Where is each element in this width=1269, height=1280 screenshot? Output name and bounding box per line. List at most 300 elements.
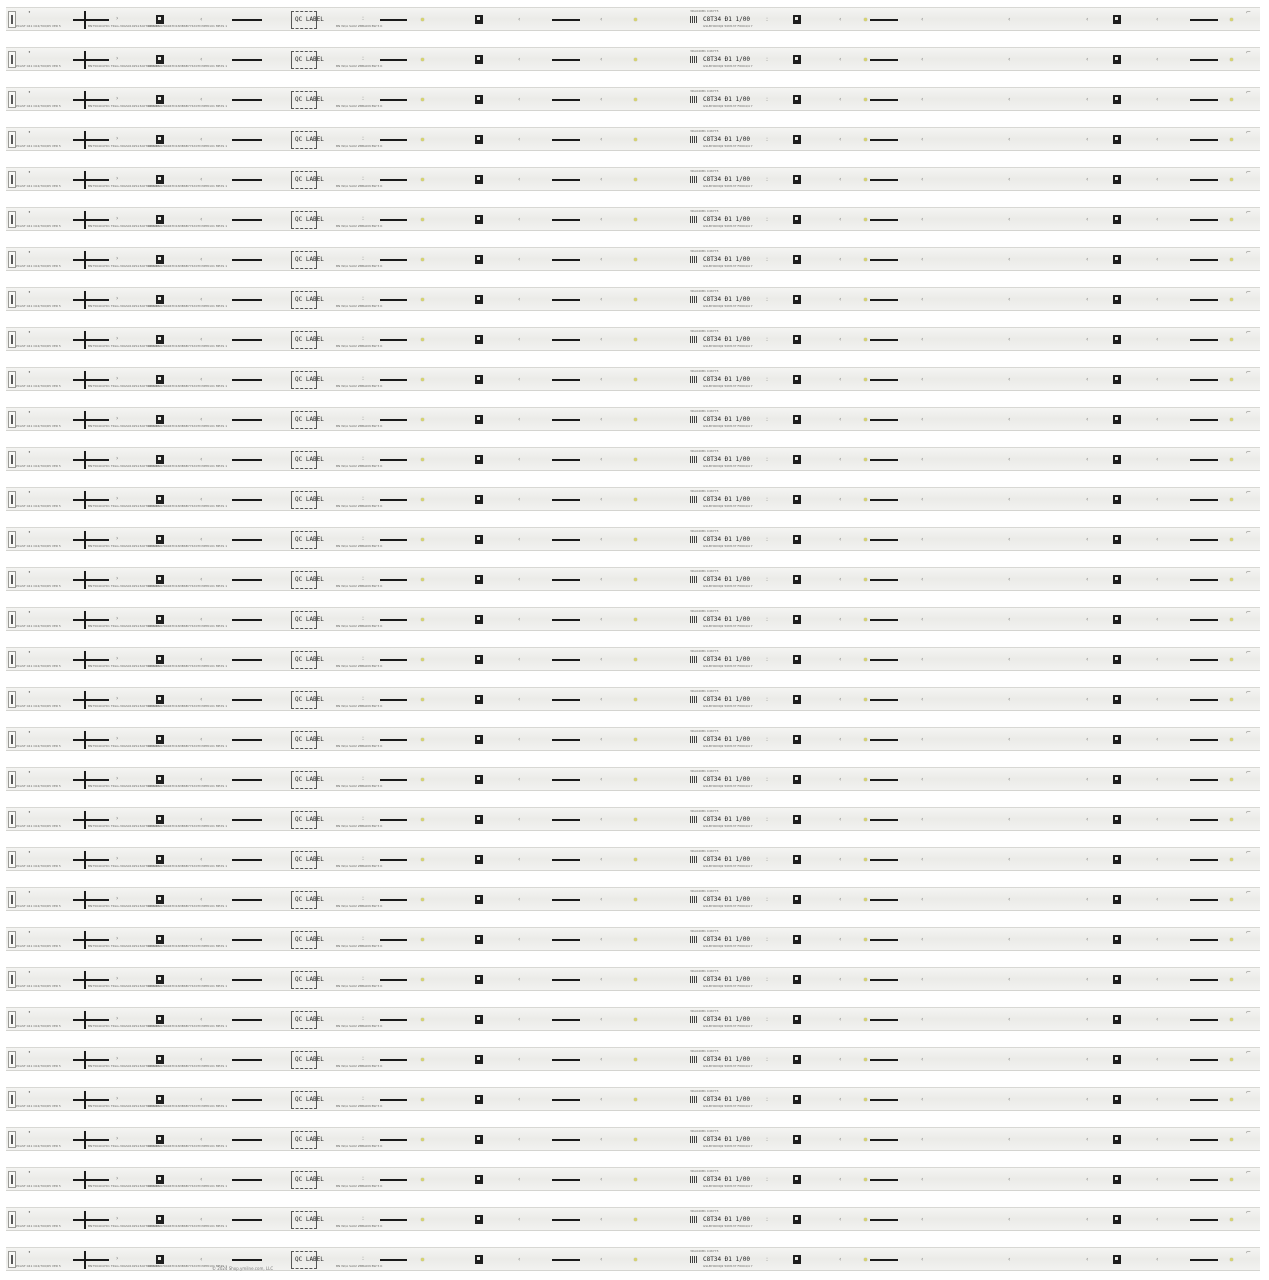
strip-small-mark: ‹ — [1008, 1216, 1011, 1223]
qr-code — [690, 216, 698, 223]
strip-led-chip — [793, 335, 801, 344]
strip-led-chip — [1113, 1135, 1121, 1144]
strip-small-mark: › — [116, 1055, 119, 1062]
strip-bar-mark — [380, 1059, 407, 1061]
date-line-3: GSLBY00D0J2 50M137 F0004/4 Y — [703, 304, 753, 308]
strip-bar-mark — [232, 579, 262, 581]
strip-led-chip — [793, 375, 801, 384]
strip-bar-mark — [232, 1259, 262, 1261]
qr-code — [690, 576, 698, 583]
strip-small-mark: ‹ — [1156, 336, 1159, 343]
strip-connector — [8, 851, 16, 868]
strip-left-code: PCAST 041 C04/700/R5 VER 5 — [16, 944, 61, 948]
strip-bar-mark — [870, 1019, 898, 1021]
strip-bar-mark — [552, 859, 580, 861]
strip-small-mark: ‹ — [839, 56, 842, 63]
strip-small-mark: : — [362, 135, 365, 142]
strip-bar-mark — [232, 779, 262, 781]
strip-bar-mark — [1190, 299, 1218, 301]
qr-code — [690, 936, 698, 943]
strip-cross-mark — [84, 811, 86, 829]
date-line-1: 3DA040B1 C46775 — [690, 1049, 719, 1053]
strip-left-code: PCAST 041 C04/700/R5 VER 5 — [16, 544, 61, 548]
strip-small-mark: : — [362, 1015, 365, 1022]
strip-small-mark: : — [766, 1136, 769, 1143]
strip-led-chip — [156, 1135, 164, 1144]
strip-bar-mark — [73, 1059, 109, 1061]
strip-small-mark: ‹ — [1156, 856, 1159, 863]
strip-bar-mark — [552, 539, 580, 541]
strip-small-mark: : — [766, 416, 769, 423]
qr-code — [690, 496, 698, 503]
led-dot — [1230, 218, 1233, 221]
led-dot — [634, 858, 637, 861]
strip-bar-mark — [232, 1139, 262, 1141]
strip-bar-mark — [380, 499, 407, 501]
strip-orientation-text: ♦ — [28, 1250, 31, 1254]
strip-small-mark: ⌐ — [1246, 1209, 1252, 1216]
strip-small-mark: ‹ — [1156, 96, 1159, 103]
strip-small-mark: ⌐ — [1246, 9, 1252, 16]
strip-bar-mark — [552, 59, 580, 61]
strip-small-mark: ‹ — [1086, 1176, 1089, 1183]
led-strip — [6, 647, 1260, 671]
strip-left-code: PCAST 041 C04/700/R5 VER 5 — [16, 104, 61, 108]
strip-small-mark: ‹ — [1086, 336, 1089, 343]
qr-code — [690, 536, 698, 543]
strip-small-mark: ‹ — [518, 136, 521, 143]
strip-bar-mark — [232, 179, 262, 181]
strip-bar-mark — [73, 219, 109, 221]
strip-bar-mark — [870, 1219, 898, 1221]
strip-bar-mark — [73, 339, 109, 341]
strip-mid-code: BN WI/A SA02 ZBBADN BW 5 K — [336, 104, 383, 108]
strip-small-mark: › — [116, 535, 119, 542]
strip-orientation-text: ♦ — [28, 570, 31, 574]
led-dot — [864, 938, 867, 941]
strip-serial: DHN BN6704047D1N3B6B774X07D3PP0101 MEXS 1 — [148, 144, 228, 148]
strip-small-mark: ‹ — [1086, 776, 1089, 783]
led-dot — [421, 138, 424, 141]
strip-led-chip — [793, 415, 801, 424]
strip-led-chip — [793, 95, 801, 104]
strip-small-mark: ⌐ — [1246, 649, 1252, 656]
strip-small-mark: ‹ — [1156, 656, 1159, 663]
strip-cross-mark — [84, 571, 86, 589]
strip-small-mark: ⌐ — [1246, 369, 1252, 376]
strip-small-mark: ⌐ — [1246, 569, 1252, 576]
strip-connector — [8, 11, 16, 28]
strip-bar-mark — [1190, 979, 1218, 981]
strip-bar-mark — [73, 459, 109, 461]
strip-small-mark: ‹ — [200, 336, 203, 343]
strip-bar-mark — [232, 219, 262, 221]
led-dot — [864, 498, 867, 501]
led-dot — [421, 258, 424, 261]
strip-bar-mark — [380, 659, 407, 661]
strip-small-mark: : — [766, 336, 769, 343]
strip-small-mark: : — [766, 256, 769, 263]
strip-serial: DHN BN6704047D1N3B6B774X07D3PP0101 MEXS 1 — [148, 384, 228, 388]
strip-small-mark: : — [362, 935, 365, 942]
strip-mid-code: BN WI/A SA02 ZBBADN BW 5 K — [336, 384, 383, 388]
strip-small-mark: ‹ — [200, 216, 203, 223]
strip-led-chip — [793, 855, 801, 864]
strip-small-mark: › — [116, 815, 119, 822]
strip-serial: DHN BN6704047D1N3B6B774X07D3PP0101 MEXS 1 — [148, 784, 228, 788]
strip-bar-mark — [870, 379, 898, 381]
strip-bar-mark — [380, 299, 407, 301]
strip-led-chip — [1113, 695, 1121, 704]
strip-bar-mark — [73, 1219, 109, 1221]
strip-small-mark: › — [116, 215, 119, 222]
strip-led-chip — [793, 935, 801, 944]
strip-small-mark: ‹ — [200, 736, 203, 743]
strip-small-mark: ‹ — [1008, 816, 1011, 823]
strip-small-mark: ‹ — [1086, 1096, 1089, 1103]
led-dot — [634, 218, 637, 221]
led-dot — [1230, 1058, 1233, 1061]
strip-cross-mark — [84, 731, 86, 749]
date-line-1: 3DA040B1 C46775 — [690, 729, 719, 733]
strip-led-chip — [793, 1175, 801, 1184]
strip-small-mark: ‹ — [200, 416, 203, 423]
strip-small-mark: ‹ — [200, 1136, 203, 1143]
strip-bar-mark — [73, 1099, 109, 1101]
strip-bar-mark — [1190, 939, 1218, 941]
watermark-text: © 2024 Shop.ymilne.com, LLC — [212, 1266, 274, 1271]
strip-bar-mark — [73, 1259, 109, 1261]
strip-left-code: PCAST 041 C04/700/R5 VER 5 — [16, 1024, 61, 1028]
strip-orientation-text: ♦ — [28, 250, 31, 254]
strip-small-mark: ‹ — [1086, 176, 1089, 183]
strip-part-number: BN7504047D1 TRLG-30GS0102S13A0T040AD1 — [88, 1224, 160, 1228]
strip-small-mark: ‹ — [1086, 616, 1089, 623]
strip-part-number: BN7504047D1 TRLG-30GS0102S13A0T040AD1 — [88, 504, 160, 508]
strip-small-mark: › — [116, 175, 119, 182]
strip-cross-mark — [84, 691, 86, 709]
strip-small-mark: ⌐ — [1246, 1249, 1252, 1256]
strip-connector — [8, 1171, 16, 1188]
strip-small-mark: ‹ — [1086, 216, 1089, 223]
qc-label-text: QC LABEL — [295, 696, 324, 703]
strip-led-chip — [475, 495, 483, 504]
strip-small-mark: ‹ — [600, 1216, 603, 1223]
strip-bar-mark — [870, 1179, 898, 1181]
strip-small-mark: ‹ — [1156, 256, 1159, 263]
strip-small-mark: ‹ — [200, 456, 203, 463]
led-dot — [1230, 538, 1233, 541]
strip-mid-code: BN WI/A SA02 ZBBADN BW 5 K — [336, 1264, 383, 1268]
strip-part-number: BN7504047D1 TRLG-30GS0102S13A0T040AD1 — [88, 1144, 160, 1148]
strip-bar-mark — [870, 139, 898, 141]
strip-small-mark: ‹ — [200, 1016, 203, 1023]
strip-small-mark: ‹ — [518, 56, 521, 63]
strip-small-mark: ‹ — [1008, 576, 1011, 583]
led-dot — [634, 538, 637, 541]
strip-cross-mark — [84, 851, 86, 869]
strip-small-mark: ⌐ — [1246, 209, 1252, 216]
led-dot — [421, 58, 424, 61]
strip-bar-mark — [1190, 19, 1218, 21]
strip-led-chip — [475, 55, 483, 64]
strip-left-code: PCAST 041 C04/700/R5 VER 5 — [16, 1264, 61, 1268]
strip-small-mark: ‹ — [1156, 776, 1159, 783]
strip-small-mark: ‹ — [1156, 296, 1159, 303]
strip-left-code: PCAST 041 C04/700/R5 VER 5 — [16, 424, 61, 428]
led-dot — [1230, 898, 1233, 901]
strip-led-chip — [793, 455, 801, 464]
strip-small-mark: : — [362, 855, 365, 862]
strip-small-mark: ‹ — [1156, 416, 1159, 423]
strip-small-mark: : — [766, 1096, 769, 1103]
strip-small-mark: ‹ — [921, 856, 924, 863]
qc-label-text: QC LABEL — [295, 1136, 324, 1143]
strip-bar-mark — [1190, 659, 1218, 661]
strip-small-mark: ‹ — [1156, 136, 1159, 143]
strip-mid-code: BN WI/A SA02 ZBBADN BW 5 K — [336, 584, 383, 588]
strip-bar-mark — [232, 19, 262, 21]
strip-cross-mark — [84, 51, 86, 69]
strip-connector — [8, 451, 16, 468]
strip-cross-mark — [84, 1011, 86, 1029]
strip-small-mark: ‹ — [1156, 1096, 1159, 1103]
led-dot — [864, 738, 867, 741]
strip-small-mark: ‹ — [600, 896, 603, 903]
strip-connector — [8, 1091, 16, 1108]
strip-part-number: BN7504047D1 TRLG-30GS0102S13A0T040AD1 — [88, 464, 160, 468]
strip-small-mark: ‹ — [200, 616, 203, 623]
strip-small-mark: ‹ — [1086, 376, 1089, 383]
led-dot — [1230, 258, 1233, 261]
strip-led-chip — [475, 1175, 483, 1184]
strip-small-mark: ‹ — [600, 176, 603, 183]
strip-cross-mark — [84, 451, 86, 469]
strip-small-mark: ‹ — [200, 536, 203, 543]
strip-small-mark: ⌐ — [1246, 1129, 1252, 1136]
strip-bar-mark — [870, 1139, 898, 1141]
strip-small-mark: ‹ — [600, 336, 603, 343]
strip-small-mark: ‹ — [1086, 896, 1089, 903]
led-dot — [1230, 18, 1233, 21]
led-dot — [421, 1258, 424, 1261]
strip-part-number: BN7504047D1 TRLG-30GS0102S13A0T040AD1 — [88, 1024, 160, 1028]
strip-small-mark: ‹ — [600, 776, 603, 783]
strip-small-mark: ‹ — [518, 536, 521, 543]
strip-part-number: BN7504047D1 TRLG-30GS0102S13A0T040AD1 — [88, 1064, 160, 1068]
led-dot — [1230, 458, 1233, 461]
strip-bar-mark — [552, 1219, 580, 1221]
strip-small-mark: ‹ — [1086, 936, 1089, 943]
led-dot — [421, 1218, 424, 1221]
strip-small-mark: ⌐ — [1246, 529, 1252, 536]
led-dot — [421, 498, 424, 501]
led-dot — [634, 458, 637, 461]
strip-left-code: PCAST 041 C04/700/R5 VER 5 — [16, 784, 61, 788]
led-dot — [864, 778, 867, 781]
strip-small-mark: ‹ — [839, 736, 842, 743]
strip-led-chip — [475, 975, 483, 984]
strip-small-mark: ‹ — [600, 656, 603, 663]
strip-led-chip — [156, 95, 164, 104]
strip-bar-mark — [380, 899, 407, 901]
led-dot — [1230, 578, 1233, 581]
strip-orientation-text: ♦ — [28, 170, 31, 174]
date-line-3: GSLBY00D0J2 50M137 F0004/4 Y — [703, 1264, 753, 1268]
strip-small-mark: ‹ — [921, 336, 924, 343]
led-dot — [421, 1058, 424, 1061]
strip-bar-mark — [552, 699, 580, 701]
strip-led-chip — [1113, 575, 1121, 584]
date-line-3: GSLBY00D0J2 50M137 F0004/4 Y — [703, 384, 753, 388]
strip-part-number: BN7504047D1 TRLG-30GS0102S13A0T040AD1 — [88, 104, 160, 108]
led-dot — [1230, 58, 1233, 61]
strip-small-mark: ‹ — [600, 16, 603, 23]
strip-small-mark: ‹ — [600, 936, 603, 943]
strip-led-chip — [475, 935, 483, 944]
date-line-2: C8T34 Ð1 1/00 — [703, 256, 750, 263]
qr-code — [690, 176, 698, 183]
strip-small-mark: ‹ — [921, 376, 924, 383]
strip-small-mark: ‹ — [518, 336, 521, 343]
strip-bar-mark — [73, 259, 109, 261]
date-line-3: GSLBY00D0J2 50M137 F0004/4 Y — [703, 1224, 753, 1228]
strip-small-mark: ‹ — [600, 56, 603, 63]
strip-small-mark: ‹ — [518, 736, 521, 743]
strip-small-mark: : — [766, 536, 769, 543]
led-strip — [6, 767, 1260, 791]
strip-bar-mark — [1190, 459, 1218, 461]
strip-mid-code: BN WI/A SA02 ZBBADN BW 5 K — [336, 544, 383, 548]
led-dot — [1230, 778, 1233, 781]
strip-small-mark: : — [362, 1255, 365, 1262]
led-dot — [421, 98, 424, 101]
strip-small-mark: : — [362, 815, 365, 822]
led-dot — [421, 778, 424, 781]
strip-led-chip — [156, 215, 164, 224]
strip-small-mark: ‹ — [1008, 736, 1011, 743]
strip-small-mark: ‹ — [600, 576, 603, 583]
strip-small-mark: : — [362, 175, 365, 182]
led-dot — [1230, 378, 1233, 381]
strip-led-chip — [475, 655, 483, 664]
strip-led-chip — [793, 615, 801, 624]
led-dot — [634, 1058, 637, 1061]
strip-serial: DHN BN6704047D1N3B6B774X07D3PP0101 MEXS 1 — [148, 984, 228, 988]
strip-led-chip — [1113, 1055, 1121, 1064]
strip-serial: DHN BN6704047D1N3B6B774X07D3PP0101 MEXS 1 — [148, 1184, 228, 1188]
date-line-3: GSLBY00D0J2 50M137 F0004/4 Y — [703, 624, 753, 628]
strip-small-mark: ‹ — [1086, 16, 1089, 23]
strip-small-mark: : — [362, 1135, 365, 1142]
strip-small-mark: ‹ — [1156, 976, 1159, 983]
qc-label-text: QC LABEL — [295, 1256, 324, 1263]
strip-serial: DHN BN6704047D1N3B6B774X07D3PP0101 MEXS 1 — [148, 1024, 228, 1028]
strip-led-chip — [793, 1095, 801, 1104]
strip-part-number: BN7504047D1 TRLG-30GS0102S13A0T040AD1 — [88, 904, 160, 908]
strip-small-mark: : — [766, 376, 769, 383]
strip-bar-mark — [552, 979, 580, 981]
date-line-3: GSLBY00D0J2 50M137 F0004/4 Y — [703, 1144, 753, 1148]
strip-small-mark: ‹ — [839, 416, 842, 423]
strip-mid-code: BN WI/A SA02 ZBBADN BW 5 K — [336, 664, 383, 668]
strip-small-mark: ‹ — [921, 136, 924, 143]
qr-code — [690, 56, 698, 63]
led-strip — [6, 807, 1260, 831]
strip-small-mark: : — [362, 1175, 365, 1182]
led-dot — [1230, 418, 1233, 421]
strip-bar-mark — [232, 1219, 262, 1221]
qr-code — [690, 816, 698, 823]
strip-small-mark: ‹ — [839, 816, 842, 823]
strip-small-mark: ‹ — [600, 456, 603, 463]
qr-code — [690, 296, 698, 303]
led-dot — [634, 178, 637, 181]
strip-cross-mark — [84, 971, 86, 989]
qr-code — [690, 1256, 698, 1263]
led-dot — [421, 738, 424, 741]
strip-mid-code: BN WI/A SA02 ZBBADN BW 5 K — [336, 64, 383, 68]
strip-bar-mark — [1190, 499, 1218, 501]
strip-small-mark: ‹ — [518, 376, 521, 383]
strip-led-chip — [475, 815, 483, 824]
strip-bar-mark — [870, 859, 898, 861]
strip-small-mark: ‹ — [600, 96, 603, 103]
qc-label-text: QC LABEL — [295, 776, 324, 783]
strip-bar-mark — [870, 819, 898, 821]
strip-small-mark: ‹ — [921, 616, 924, 623]
date-line-1: 3DA040B1 C46775 — [690, 649, 719, 653]
strip-connector — [8, 91, 16, 108]
strip-mid-code: BN WI/A SA02 ZBBADN BW 5 K — [336, 824, 383, 828]
strip-small-mark: ‹ — [1086, 1216, 1089, 1223]
strip-small-mark: ‹ — [1086, 96, 1089, 103]
strip-part-number: BN7504047D1 TRLG-30GS0102S13A0T040AD1 — [88, 1104, 160, 1108]
strip-bar-mark — [232, 259, 262, 261]
strip-small-mark: : — [362, 655, 365, 662]
led-dot — [864, 818, 867, 821]
strip-small-mark: : — [362, 975, 365, 982]
strip-small-mark: : — [766, 696, 769, 703]
strip-small-mark: ‹ — [1008, 936, 1011, 943]
strip-small-mark: ‹ — [1156, 696, 1159, 703]
date-line-1: 3DA040B1 C46775 — [690, 409, 719, 413]
strip-small-mark: ‹ — [839, 16, 842, 23]
qr-code — [690, 1056, 698, 1063]
strip-left-code: PCAST 041 C04/700/R5 VER 5 — [16, 304, 61, 308]
strip-bar-mark — [232, 979, 262, 981]
date-line-3: GSLBY00D0J2 50M137 F0004/4 Y — [703, 544, 753, 548]
strip-left-code: PCAST 041 C04/700/R5 VER 5 — [16, 1104, 61, 1108]
led-dot — [864, 1258, 867, 1261]
strip-led-chip — [793, 775, 801, 784]
strip-bar-mark — [870, 459, 898, 461]
led-dot — [864, 58, 867, 61]
strip-bar-mark — [870, 699, 898, 701]
strip-bar-mark — [73, 299, 109, 301]
strip-cross-mark — [84, 491, 86, 509]
strip-led-chip — [793, 695, 801, 704]
strip-bar-mark — [552, 259, 580, 261]
date-line-1: 3DA040B1 C46775 — [690, 369, 719, 373]
strip-bar-mark — [552, 1019, 580, 1021]
led-dot — [864, 578, 867, 581]
strip-bar-mark — [380, 1179, 407, 1181]
strip-left-code: PCAST 041 C04/700/R5 VER 5 — [16, 184, 61, 188]
strip-left-code: PCAST 041 C04/700/R5 VER 5 — [16, 984, 61, 988]
led-strip — [6, 1207, 1260, 1231]
led-dot — [1230, 858, 1233, 861]
